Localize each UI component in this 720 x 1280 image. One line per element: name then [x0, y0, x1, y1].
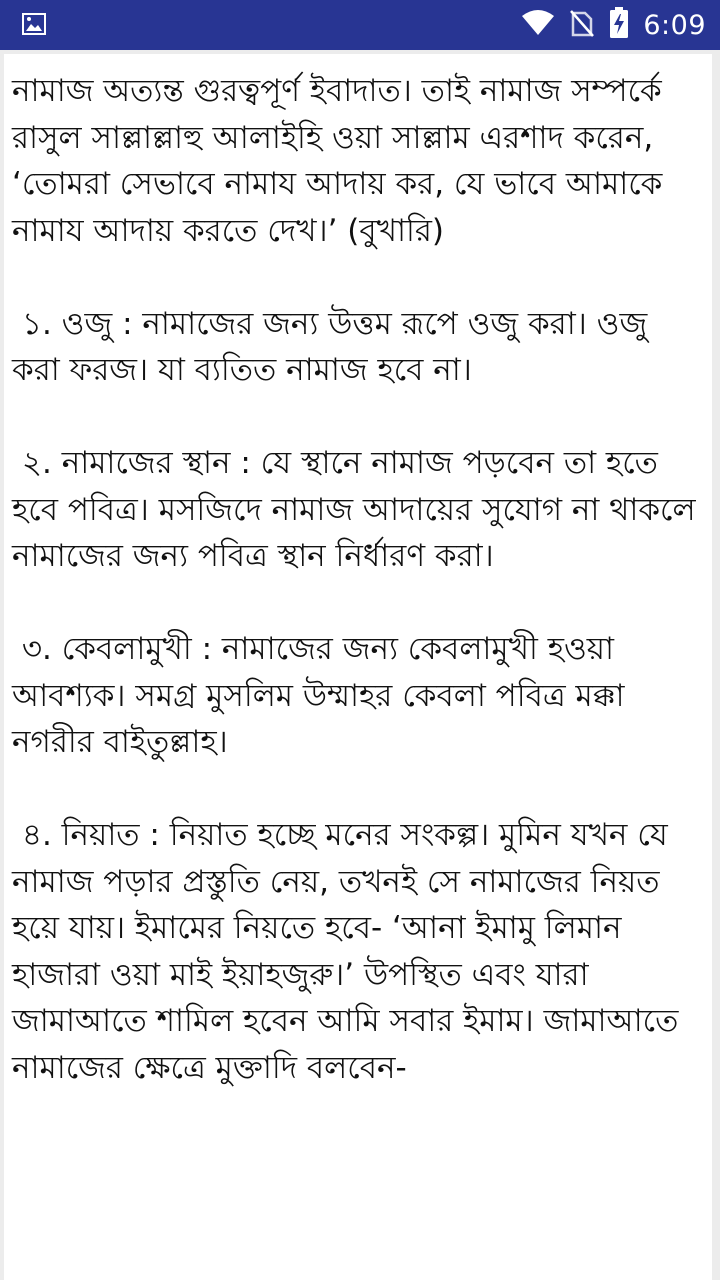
article-scroll-view[interactable] — [4, 54, 712, 1280]
content-frame — [0, 50, 720, 1280]
battery-charging-icon — [609, 7, 629, 43]
article-paragraph: ৪. নিয়াত : নিয়াত হচ্ছে মনের সংকল্প। মুমিন যখন যে নামাজ পড়ার প্রস্তুতি নেয়, তখনই সে নামাজের নিয়ত হয়ে যায়। ইমামের নিয়তে হবে- ‘আনা ইমামু লিমান হাজারা ওয়া মাই ইয়াহজুরু।’ উপস্থিত এবং যারা জামাআতে শামিল হবেন আমি সবার ইমাম। জামাআতে নামাজের ক্ষেত্রে মুক্তাদি বলবেন- — [12, 817, 689, 1086]
image-notification-icon — [22, 13, 46, 35]
status-bar — [0, 0, 720, 50]
article-paragraph: ২. নামাজের স্থান : যে স্থানে নামাজ পড়বেন তা হতে হবে পবিত্র। মসজিদে নামাজ আদায়ের সুযোগ না থাকলে নামাজের জন্য পবিত্র স্থান নির্ধারণ করা। — [12, 445, 706, 574]
article-paragraph: ৩. কেবলামুখী : নামাজের জন্য কেবলামুখী হওয়া আবশ্যক। সমগ্র মুসলিম উম্মাহর কেবলা পবিত্র মক্কা নগরীর বাইতুল্লাহ। — [12, 631, 635, 760]
article-text — [4, 54, 712, 1091]
article-paragraph: নামাজ অত্যন্ত গুরত্বপূর্ণ ইবাদাত। তাই নামাজ সম্পর্কে রাসুল সাল্লাল্লাহু আলাইহি ওয়া সাল্লাম এরশাদ করেন, ‘তোমরা সেভাবে নামায আদায় কর, যে ভাবে আমাকে নামায আদায় করতে দেখ।’ (বুখারি) — [12, 73, 673, 249]
status-time: 6:09 — [643, 9, 706, 41]
no-sim-icon — [569, 9, 595, 41]
wifi-icon — [521, 10, 555, 40]
status-icons — [521, 0, 706, 50]
article-paragraph: ১. ওজু : নামাজের জন্য উত্তম রূপে ওজু করা। ওজু করা ফরজ। যা ব্যতিত নামাজ হবে না। — [12, 305, 658, 388]
